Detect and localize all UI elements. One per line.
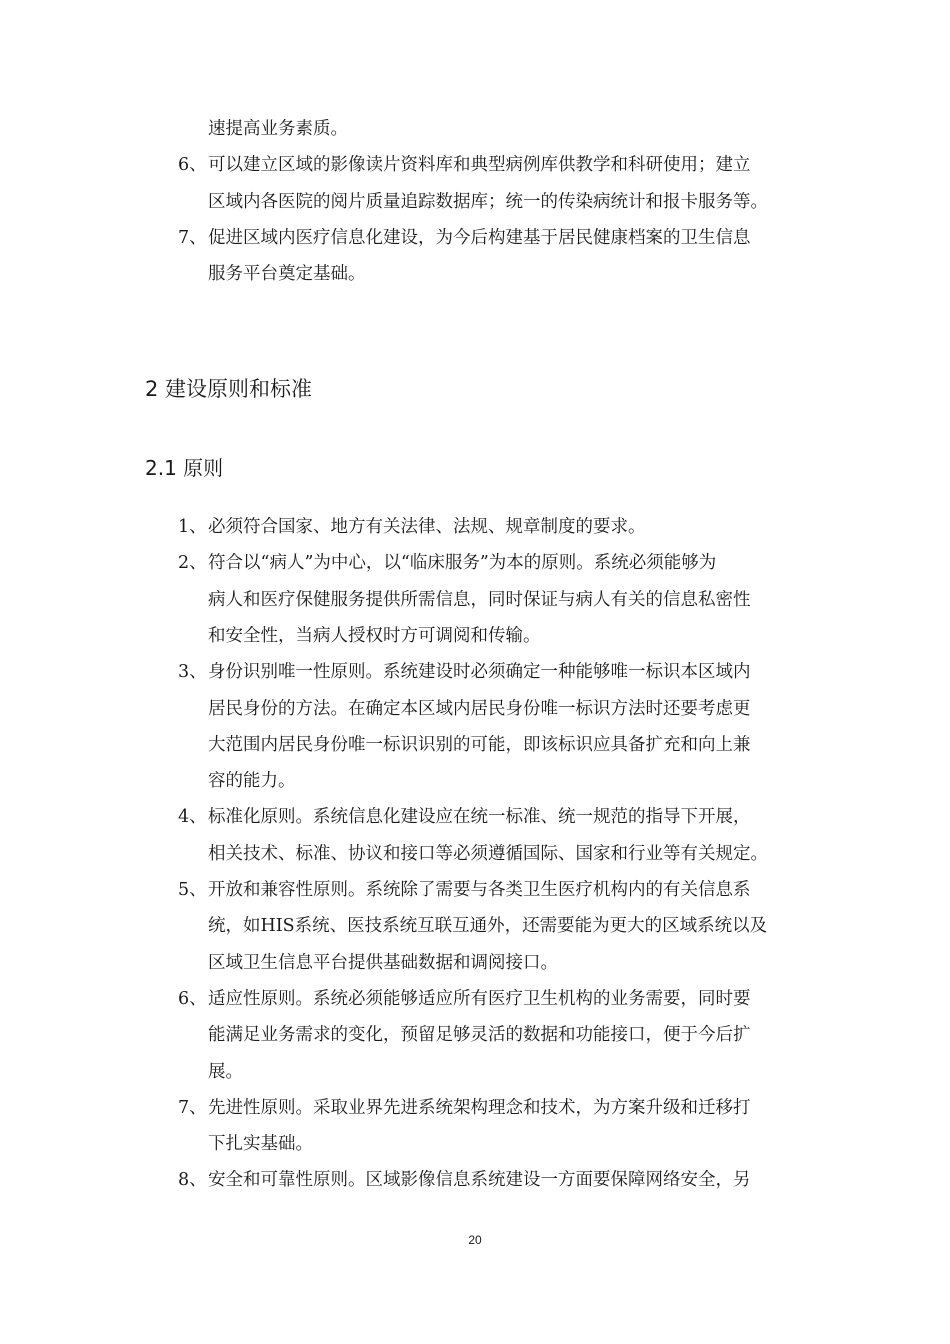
list-item-number: 6、 <box>178 988 207 1009</box>
list-item-text: 必须符合国家、地方有关法律、法规、规章制度的要求。 <box>208 517 646 537</box>
list-item-number: 3、 <box>178 662 207 683</box>
list-item-number: 6、 <box>178 155 207 176</box>
list-item-number: 1、 <box>178 517 207 537</box>
list-item-text: 区域卫生信息平台提供基础数据和调阅接口。 <box>208 952 558 973</box>
list-item-text: 相关技术、标准、协议和接口等必须遵循国际、国家和行业等有关规定。 <box>208 843 768 864</box>
list-item-text: 统，如HIS系统、医技系统互联互通外，还需要能为更大的区域系统以及 <box>208 916 768 937</box>
subsection-heading: 2.1 原则 <box>145 456 224 480</box>
list-item-text: 适应性原则。系统必须能够适应所有医疗卫生机构的业务需要，同时要 <box>208 988 751 1009</box>
list-item-text: 开放和兼容性原则。系统除了需要与各类卫生医疗机构内的有关信息系 <box>208 880 751 900</box>
list-item-text: 展。 <box>208 1061 243 1082</box>
list-item-text: 安全和可靠性原则。区域影像信息系统建设一方面要保障网络安全，另 <box>208 1170 751 1191</box>
list-item-text: 标准化原则。系统信息化建设应在统一标准、统一规范的指导下开展， <box>208 807 751 828</box>
list-item-text: 大范围内居民身份唯一标识识别的可能，即该标识应具备扩充和向上兼 <box>208 734 751 755</box>
list-item-text: 下扎实基础。 <box>208 1134 313 1155</box>
list-item-number: 7、 <box>178 1097 207 1118</box>
list-item-text: 服务平台奠定基础。 <box>208 264 366 285</box>
list-item-text: 居民身份的方法。在确定本区域内居民身份唯一标识方法时还要考虑更 <box>208 698 751 719</box>
section-heading: 2 建设原则和标准 <box>145 377 313 401</box>
list-item-text: 符合以“病人”为中心，以“临床服务”为本的原则。系统必须能够为 <box>208 553 717 574</box>
list-item-text: 身份识别唯一性原则。系统建设时必须确定一种能够唯一标识本区域内 <box>208 662 751 683</box>
list-item-number: 2、 <box>178 553 207 574</box>
page-number: 20 <box>468 1233 482 1247</box>
list-item-text: 和安全性，当病人授权时方可调阅和传输。 <box>208 625 541 646</box>
list-item-number: 7、 <box>178 227 207 248</box>
list-item-number: 5、 <box>178 880 207 900</box>
list-item-number: 8、 <box>178 1170 207 1191</box>
list-item-text: 促进区域内医疗信息化建设，为今后构建基于居民健康档案的卫生信息 <box>208 227 751 248</box>
list-item-number: 4、 <box>178 807 207 828</box>
list-item-text: 病人和医疗保健服务提供所需信息，同时保证与病人有关的信息私密性 <box>208 589 751 610</box>
list-item-text: 先进性原则。采取业界先进系统架构理念和技术，为方案升级和迁移打 <box>208 1097 751 1118</box>
list-item-text: 区域内各医院的阅片质量追踪数据库；统一的传染病统计和报卡服务等。 <box>208 191 768 212</box>
list-item-text: 容的能力。 <box>208 771 296 792</box>
list-item-text: 可以建立区域的影像读片资料库和典型病例库供教学和科研使用；建立 <box>208 155 751 176</box>
list-item-text: 速提高业务素质。 <box>208 119 348 139</box>
list-item-text: 能满足业务需求的变化，预留足够灵活的数据和功能接口，便于今后扩 <box>208 1025 751 1046</box>
